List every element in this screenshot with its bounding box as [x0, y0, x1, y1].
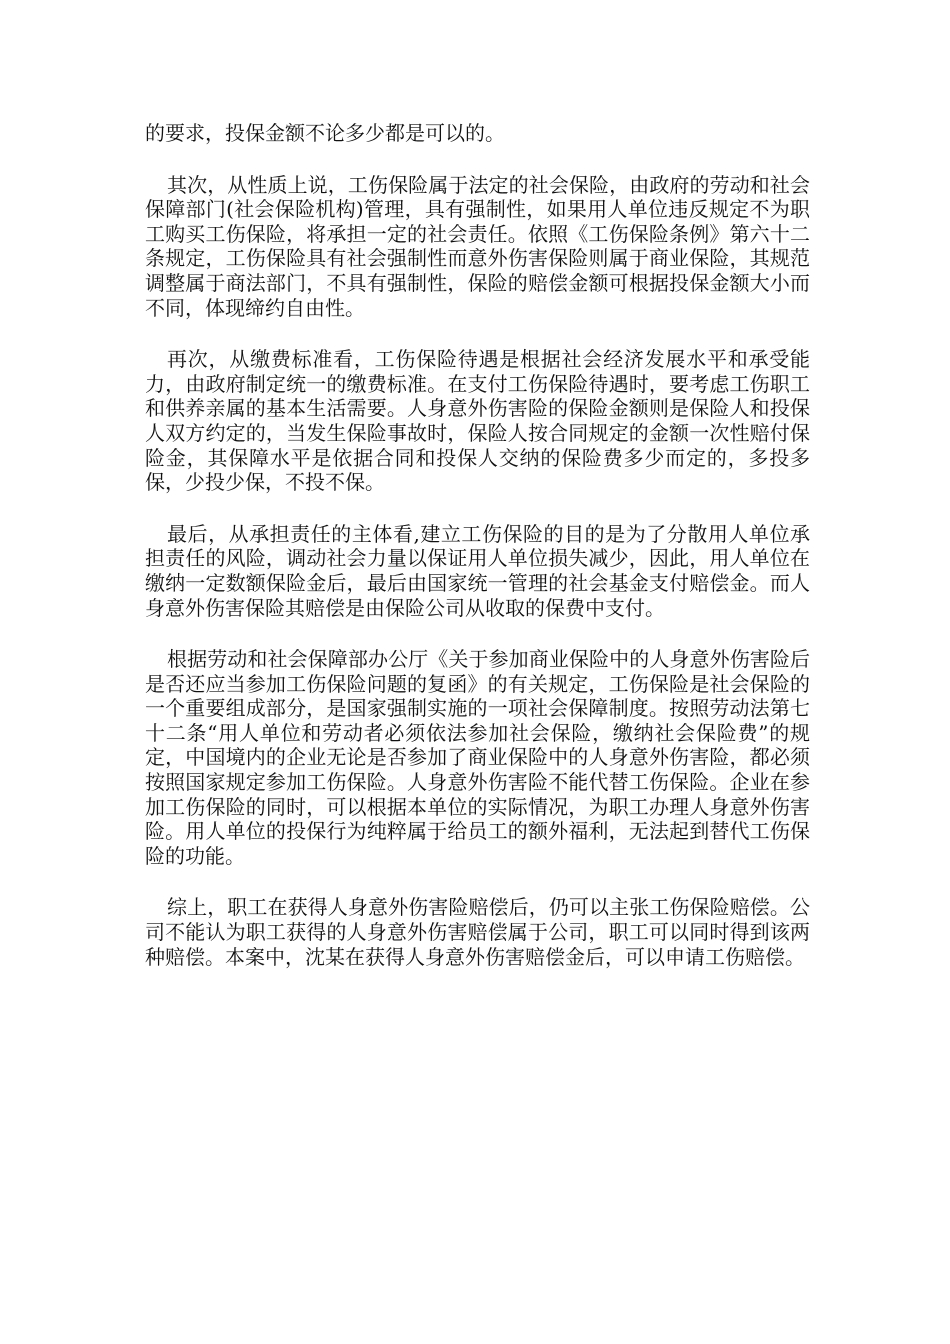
paragraph-conclusion: 综上，职工在获得人身意外伤害险赔偿后，仍可以主张工伤保险赔偿。公司不能认为职工获得的人身意外伤害赔偿属于公司，职工可以同时得到该两种赔偿。本案中，沈某在获得人身意外伤害赔偿金后，可以申请工伤赔偿。	[145, 895, 810, 969]
document-page	[145, 121, 810, 996]
paragraph-continuation: 的要求，投保金额不论多少都是可以的。	[145, 121, 505, 145]
paragraph-liability-subject: 最后，从承担责任的主体看,建立工伤保险的目的是为了分散用人单位承担责任的风险，调动社会力量以保证用人单位损失减少，因此，用人单位在缴纳一定数额保险金后，最后由国家统一管理的社会基金支付赔偿金。而人身意外伤害保险其赔偿是由保险公司从收取的保费中支付。	[145, 521, 810, 620]
paragraph-contribution-standard: 再次，从缴费标准看，工伤保险待遇是根据社会经济发展水平和承受能力，由政府制定统一的缴费标准。在支付工伤保险待遇时，要考虑工伤职工和供养亲属的基本生活需要。人身意外伤害险的保险金额则是保险人和投保人双方约定的，当发生保险事故时，保险人按合同规定的金额一次性赔付保险金，其保障水平是依据合同和投保人交纳的保险费多少而定的，多投多保，少投少保，不投不保。	[145, 347, 810, 495]
paragraph-regulation: 根据劳动和社会保障部办公厅《关于参加商业保险中的人身意外伤害险后是否还应当参加工伤保险问题的复函》的有关规定，工伤保险是社会保险的一个重要组成部分，是国家强制实施的一项社会保障制度。按照劳动法第七十二条“用人单位和劳动者必须依法参加社会保险，缴纳社会保险费”的规定，中国境内的企业无论是否参加了商业保险中的人身意外伤害险，都必须按照国家规定参加工伤保险。人身意外伤害险不能代替工伤保险。企业在参加工伤保险的同时，可以根据本单位的实际情况，为职工办理人身意外伤害险。用人单位的投保行为纯粹属于给员工的额外福利，无法起到替代工伤保险的功能。	[145, 647, 810, 868]
paragraph-nature: 其次，从性质上说，工伤保险属于法定的社会保险，由政府的劳动和社会保障部门(社会保险机构)管理，具有强制性，如果用人单位违反规定不为职工购买工伤保险，将承担一定的社会责任。依照《工伤保险条例》第六十二条规定，工伤保险具有社会强制性而意外伤害保险则属于商业保险，其规范调整属于商法部门，不具有强制性，保险的赔偿金额可根据投保金额大小而不同，体现缔约自由性。	[145, 172, 810, 320]
